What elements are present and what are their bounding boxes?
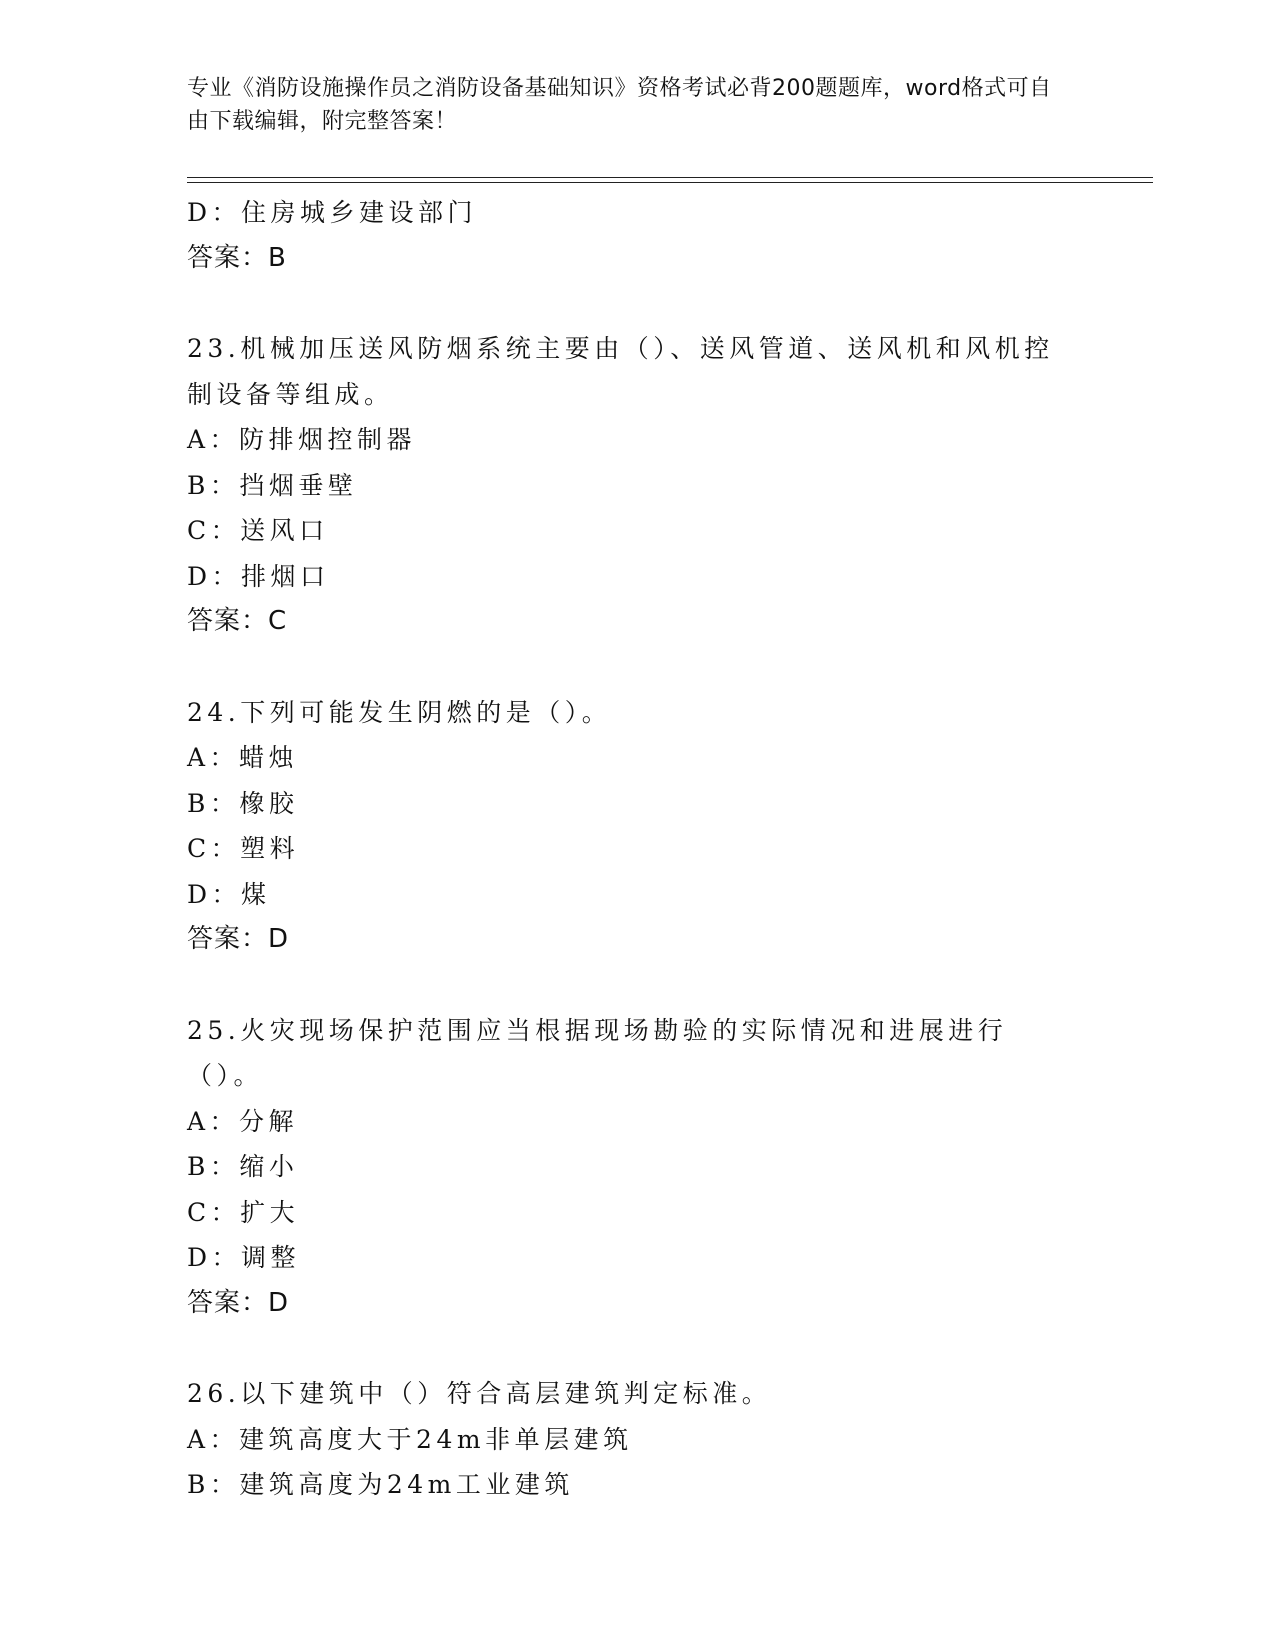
answer-line: 答案：C xyxy=(187,606,288,636)
option-a: A：防排烟控制器 xyxy=(187,425,417,454)
option-a: A：建筑高度大于24m非单层建筑 xyxy=(187,1424,633,1454)
question-fragment xyxy=(187,190,1077,281)
header-rule-top xyxy=(187,177,1153,178)
option-c: C：塑料 xyxy=(187,834,300,863)
option-a: A：分解 xyxy=(187,1106,299,1136)
option-c: C：扩大 xyxy=(187,1197,300,1227)
option-d: D：住房城乡建设部门 xyxy=(187,198,478,227)
document-body xyxy=(187,190,1077,1508)
answer-line: 答案：D xyxy=(187,924,290,954)
option-a: A：蜡烛 xyxy=(187,743,299,772)
option-b: B：缩小 xyxy=(187,1152,299,1181)
option-d: D：煤 xyxy=(187,879,271,909)
option-c: C：送风口 xyxy=(187,516,329,545)
page-header: 专业《消防设施操作员之消防设备基础知识》资格考试必背200题题库，word格式可自由下载编辑，附完整答案！ xyxy=(187,76,1052,134)
answer-line: 答案：D xyxy=(187,1287,290,1318)
question-25 xyxy=(187,1008,1077,1327)
question-stem: 25.火灾现场保护范围应当根据现场勘验的实际情况和进展进行（）。 xyxy=(187,1015,1008,1090)
question-stem: 26.以下建筑中（）符合高层建筑判定标准。 xyxy=(187,1379,772,1408)
question-26 xyxy=(187,1371,1077,1508)
option-b: B：挡烟垂壁 xyxy=(187,470,358,500)
option-d: D：调整 xyxy=(187,1243,301,1272)
header-rule-bottom xyxy=(187,182,1153,183)
question-stem: 23.机械加压送风防烟系统主要由（）、送风管道、送风机和风机控制设备等组成。 xyxy=(187,334,1054,409)
option-b: B：橡胶 xyxy=(187,788,299,818)
question-23 xyxy=(187,326,1077,645)
answer-line: 答案：B xyxy=(187,242,287,273)
question-24 xyxy=(187,690,1077,963)
option-d: D：排烟口 xyxy=(187,561,330,591)
option-b: B：建筑高度为24m工业建筑 xyxy=(187,1470,574,1499)
question-stem: 24.下列可能发生阴燃的是（）。 xyxy=(187,697,612,727)
